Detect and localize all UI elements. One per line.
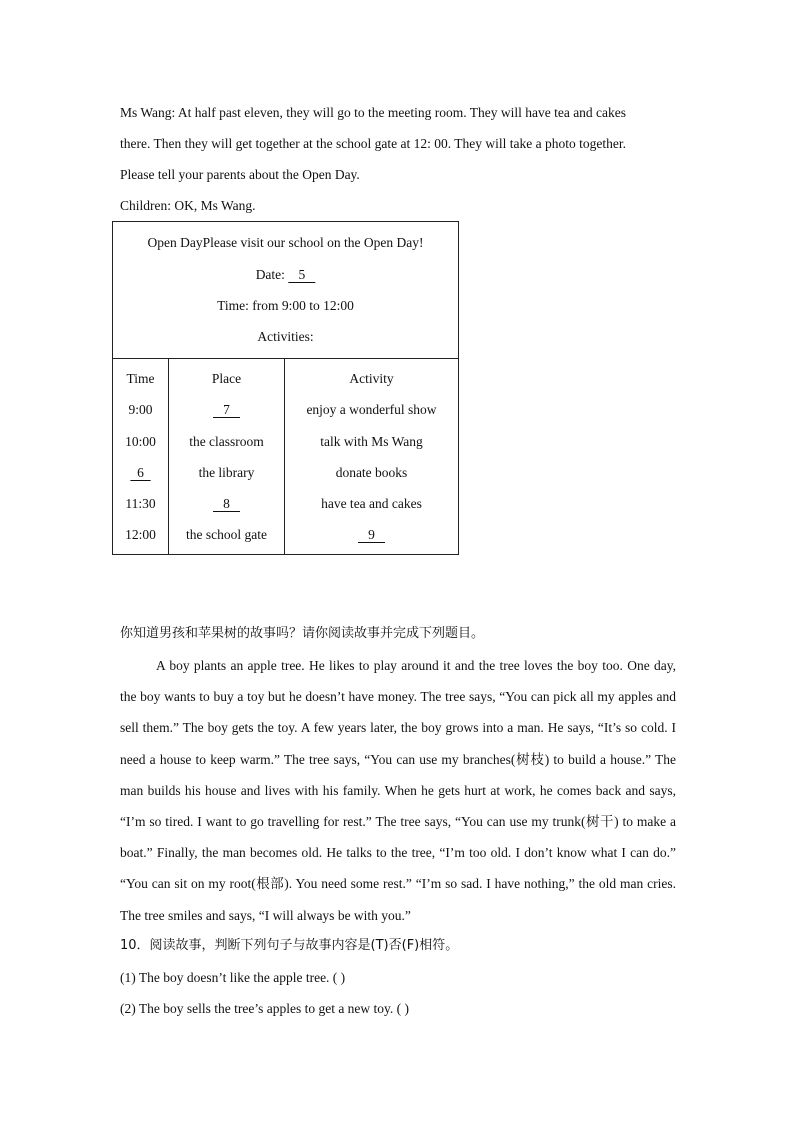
question-instruction: 10．阅读故事，判断下列句子与故事内容是(T)否(F)相符。 [120, 938, 459, 953]
activities-label: Activities: [257, 329, 314, 344]
table-cell-place: the library [198, 465, 255, 480]
dialogue-line: Ms Wang: At half past eleven, they will go to the meeting room. They will have tea and cakes [120, 105, 627, 120]
answer-blank-8 [169, 494, 284, 514]
blank-text: 6 [130, 465, 151, 480]
date-label: Date: [255, 267, 285, 282]
blank-text: 7 [213, 402, 240, 417]
answer-blank-7 [169, 400, 284, 420]
question-item: (2) The boy sells the tree’s apples to get a new toy. ( ) [120, 1001, 410, 1016]
table-cell-activity: talk with Ms Wang [320, 434, 423, 449]
open-day-form [112, 221, 459, 555]
table-cell-time: 10:00 [125, 434, 156, 449]
table-cell-place: the classroom [189, 434, 264, 449]
column-header-activity: Activity [349, 371, 394, 386]
form-header [113, 222, 458, 359]
column-header-time: Time [126, 371, 155, 386]
answer-blank-6 [113, 463, 168, 483]
answer-blank-9 [285, 525, 458, 545]
blank-text: 8 [213, 496, 240, 511]
story-text [120, 650, 676, 931]
column-header-place: Place [211, 371, 242, 386]
story-body: A boy plants an apple tree. He likes to play around it and the tree loves the boy too. One day, the boy wants to buy a toy but he doesn’t have money. The tree says, “You can pick all my apples and sell them.” The boy gets the toy. A few years later, the boy grows into a man. He says, “It’s so cold. I need a house to keep warm.” The tree says, “You can use my branches(树枝) to build a house.” The man builds his house and lives with his family. When he gets hurt at work, he comes back and says, “I’m so tired. I want to go travelling for rest.” The tree says, “You can use my trunk(树干) to make a boat.” Finally, the man becomes old. He talks to the tree, “I’m too old. I don’t know what I can do.” “You can sit on my root(根部). You need some rest.” “I’m so sad. I have nothing,” the old man cries. The tree smiles and says, “I will always be with you.” [120, 658, 676, 923]
dialogue-line: there. Then they will get together at the school gate at 12: 00. They will take a photo together. [120, 136, 626, 151]
table-cell-time: 11:30 [125, 496, 156, 511]
date-line [113, 265, 458, 285]
table-cell-time: 9:00 [128, 402, 153, 417]
answer-blank-5: 5 [288, 267, 316, 282]
table-cell-time: 12:00 [125, 527, 156, 542]
story-prompt: 你知道男孩和苹果树的故事吗？请你阅读故事并完成下列题目。 [120, 626, 485, 641]
time-line: Time: from 9:00 to 12:00 [217, 298, 354, 313]
dialogue-line: Children: OK, Ms Wang. [120, 198, 256, 213]
question-item: (1) The boy doesn’t like the apple tree. ( ) [120, 970, 346, 985]
table-cell-activity: donate books [335, 465, 408, 480]
table-cell-activity: enjoy a wonderful show [306, 402, 437, 417]
form-title: Open DayPlease visit our school on the Open Day! [147, 235, 424, 250]
table-cell-place: the school gate [186, 527, 267, 542]
dialogue-line: Please tell your parents about the Open Day. [120, 167, 360, 182]
table-cell-activity: have tea and cakes [321, 496, 422, 511]
blank-text: 9 [358, 527, 385, 542]
